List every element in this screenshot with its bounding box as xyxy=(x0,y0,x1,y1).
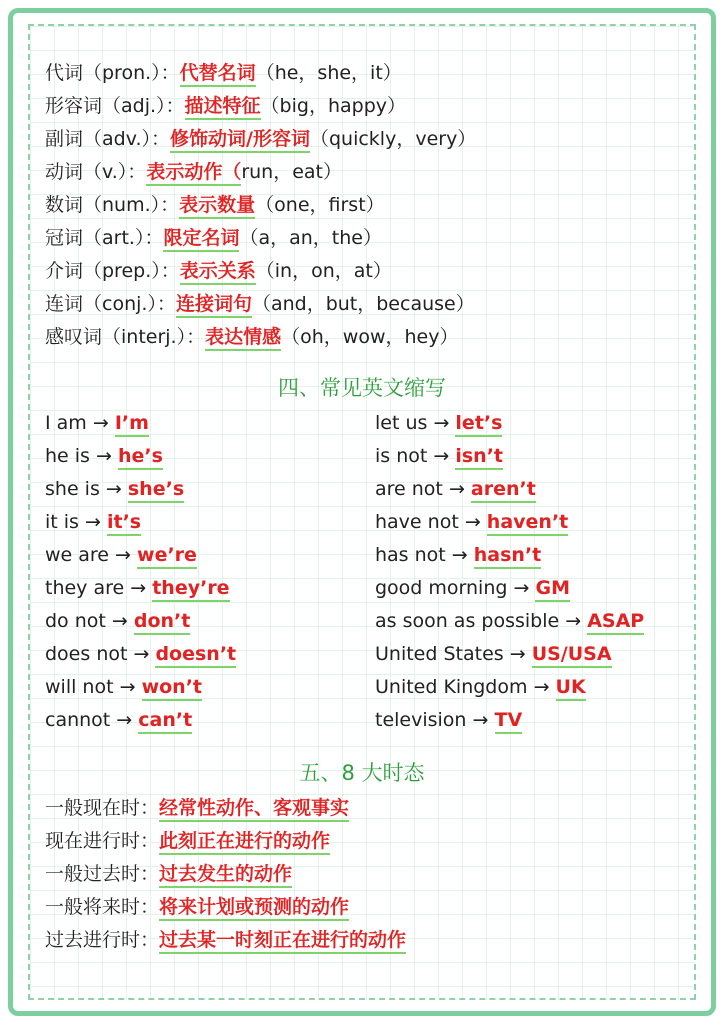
arrow-icon: → xyxy=(116,709,133,731)
tense-desc: 将来计划或预测的动作 xyxy=(159,896,349,921)
tense-row xyxy=(45,829,330,853)
abbr-short: GM xyxy=(535,577,570,602)
tense-row xyxy=(45,928,406,952)
tense-name: 一般过去时： xyxy=(45,863,160,885)
abbr-short: hasn’t xyxy=(474,544,541,569)
pos-examples: （big，happy） xyxy=(260,95,406,117)
pos-examples: （oh，wow，hey） xyxy=(281,326,459,348)
abbr-row-left xyxy=(45,444,163,468)
abbr-row-right xyxy=(375,576,570,600)
pos-label: 动词（v.）： xyxy=(45,161,147,183)
arrow-icon: → xyxy=(130,577,147,599)
abbr-full: cannot xyxy=(45,709,111,731)
abbr-short: TV xyxy=(495,709,523,734)
abbr-short: it’s xyxy=(107,511,141,536)
abbr-row-left xyxy=(45,543,197,567)
abbr-full: United States xyxy=(375,643,504,665)
arrow-icon: → xyxy=(451,544,468,566)
arrow-icon: → xyxy=(433,445,450,467)
arrow-icon: → xyxy=(115,544,131,566)
abbr-short: doesn’t xyxy=(155,643,236,668)
abbr-full: he is xyxy=(45,445,90,467)
abbr-short: UK xyxy=(556,676,586,701)
abbr-row-left xyxy=(45,477,184,501)
abbr-row-right xyxy=(375,708,522,732)
pos-examples: （in，on，at） xyxy=(255,260,392,282)
pos-label: 形容词（adj.）： xyxy=(45,95,185,117)
abbr-short: can’t xyxy=(138,709,192,734)
pos-row-adjective xyxy=(45,94,406,118)
abbr-row-right xyxy=(375,411,502,435)
arrow-icon: → xyxy=(96,445,112,467)
abbr-row-left xyxy=(45,642,236,666)
pos-meaning: 连接词句 xyxy=(176,293,252,318)
section-5-title: 五、8 大时态 xyxy=(299,761,425,785)
pos-label: 介词（prep.）： xyxy=(45,260,180,282)
abbr-full: have not xyxy=(375,511,459,533)
tense-name: 一般将来时： xyxy=(45,896,160,918)
tense-desc: 此刻正在进行的动作 xyxy=(159,830,330,855)
abbr-row-right xyxy=(375,510,568,534)
pos-examples: run，eat） xyxy=(241,161,343,183)
abbr-full: it is xyxy=(45,511,79,533)
pos-meaning: 表达情感 xyxy=(205,326,281,351)
abbr-short: isn’t xyxy=(455,445,503,470)
abbr-short: haven’t xyxy=(487,511,568,536)
pos-row-verb xyxy=(45,160,342,184)
pos-meaning: 表示关系 xyxy=(180,260,256,285)
tense-desc: 过去某一时刻正在进行的动作 xyxy=(159,929,406,954)
pos-row-interjection xyxy=(45,325,458,349)
arrow-icon: → xyxy=(433,412,450,434)
abbr-short: she’s xyxy=(128,478,184,503)
pos-label: 感叹词（interj.）： xyxy=(45,326,206,348)
arrow-icon: → xyxy=(448,478,465,500)
pos-label: 代词（pron.）： xyxy=(45,62,180,84)
abbr-full: let us xyxy=(375,412,428,434)
abbr-row-right xyxy=(375,642,612,666)
pos-label: 数词（num.）： xyxy=(45,194,180,216)
pos-examples: （quickly，very） xyxy=(309,128,477,150)
tense-desc: 经常性动作、客观事实 xyxy=(159,797,349,822)
abbr-short: they’re xyxy=(152,577,229,602)
abbr-full: do not xyxy=(45,610,106,632)
arrow-icon: → xyxy=(133,643,150,665)
arrow-icon: → xyxy=(111,610,128,632)
pos-row-conjunction xyxy=(45,292,475,316)
abbr-full: is not xyxy=(375,445,428,467)
abbr-row-left xyxy=(45,609,190,633)
abbr-short: he’s xyxy=(118,445,163,470)
pos-row-pronoun xyxy=(45,61,402,85)
pos-examples: （he，she，it） xyxy=(255,62,402,84)
arrow-icon: → xyxy=(533,676,550,698)
abbr-row-right xyxy=(375,675,586,699)
abbr-short: won’t xyxy=(142,676,202,701)
abbr-full: good morning xyxy=(375,577,508,599)
tense-name: 一般现在时： xyxy=(45,797,160,819)
abbr-short: I’m xyxy=(115,412,149,437)
pos-row-article xyxy=(45,226,382,250)
abbr-row-left xyxy=(45,510,141,534)
abbr-full: we are xyxy=(45,544,109,566)
abbr-row-right xyxy=(375,609,644,633)
abbr-full: United Kingdom xyxy=(375,676,528,698)
pos-meaning: 修饰动词/形容词 xyxy=(170,128,310,153)
tense-row xyxy=(45,796,349,820)
abbr-row-left xyxy=(45,411,149,435)
abbr-short: aren’t xyxy=(471,478,536,503)
abbr-row-right xyxy=(375,477,536,501)
abbr-full: does not xyxy=(45,643,128,665)
pos-row-preposition xyxy=(45,259,392,283)
abbr-row-right xyxy=(375,543,541,567)
pos-meaning: 代替名词 xyxy=(180,62,256,87)
arrow-icon: → xyxy=(464,511,481,533)
abbr-row-left xyxy=(45,576,230,600)
abbr-short: ASAP xyxy=(587,610,644,635)
abbr-short: US/USA xyxy=(532,643,612,668)
pos-examples: （one，first） xyxy=(255,194,385,216)
abbr-row-left xyxy=(45,708,192,732)
pos-label: 冠词（art.）： xyxy=(45,227,164,249)
pos-meaning: 表示动作（ xyxy=(146,161,241,186)
arrow-icon: → xyxy=(565,610,582,632)
pos-row-adverb xyxy=(45,127,476,151)
tense-row xyxy=(45,862,292,886)
abbr-short: let’s xyxy=(455,412,502,437)
abbr-full: they are xyxy=(45,577,125,599)
abbr-full: she is xyxy=(45,478,100,500)
section-4-title: 四、常见英文缩写 xyxy=(278,376,446,400)
abbr-row-right xyxy=(375,444,503,468)
pos-label: 副词（adv.）： xyxy=(45,128,171,150)
arrow-icon: → xyxy=(513,577,530,599)
abbr-full: television xyxy=(375,709,467,731)
arrow-icon: → xyxy=(119,676,136,698)
pos-meaning: 限定名词 xyxy=(163,227,239,252)
abbr-full: are not xyxy=(375,478,443,500)
abbr-full: will not xyxy=(45,676,114,698)
pos-examples: （and，but，because） xyxy=(251,293,475,315)
arrow-icon: → xyxy=(105,478,122,500)
abbr-full: has not xyxy=(375,544,446,566)
pos-row-numeral xyxy=(45,193,385,217)
arrow-icon: → xyxy=(92,412,109,434)
abbr-short: don’t xyxy=(134,610,190,635)
arrow-icon: → xyxy=(509,643,526,665)
tense-name: 现在进行时： xyxy=(45,830,160,852)
pos-meaning: 描述特征 xyxy=(185,95,261,120)
pos-label: 连词（conj.）： xyxy=(45,293,176,315)
tense-name: 过去进行时： xyxy=(45,929,160,951)
tense-desc: 过去发生的动作 xyxy=(159,863,292,888)
arrow-icon: → xyxy=(472,709,489,731)
abbr-row-left xyxy=(45,675,202,699)
pos-meaning: 表示数量 xyxy=(179,194,255,219)
abbr-short: we’re xyxy=(137,544,197,569)
abbr-full: as soon as possible xyxy=(375,610,560,632)
tense-row xyxy=(45,895,349,919)
pos-examples: （a，an，the） xyxy=(239,227,382,249)
arrow-icon: → xyxy=(85,511,101,533)
abbr-full: I am xyxy=(45,412,87,434)
